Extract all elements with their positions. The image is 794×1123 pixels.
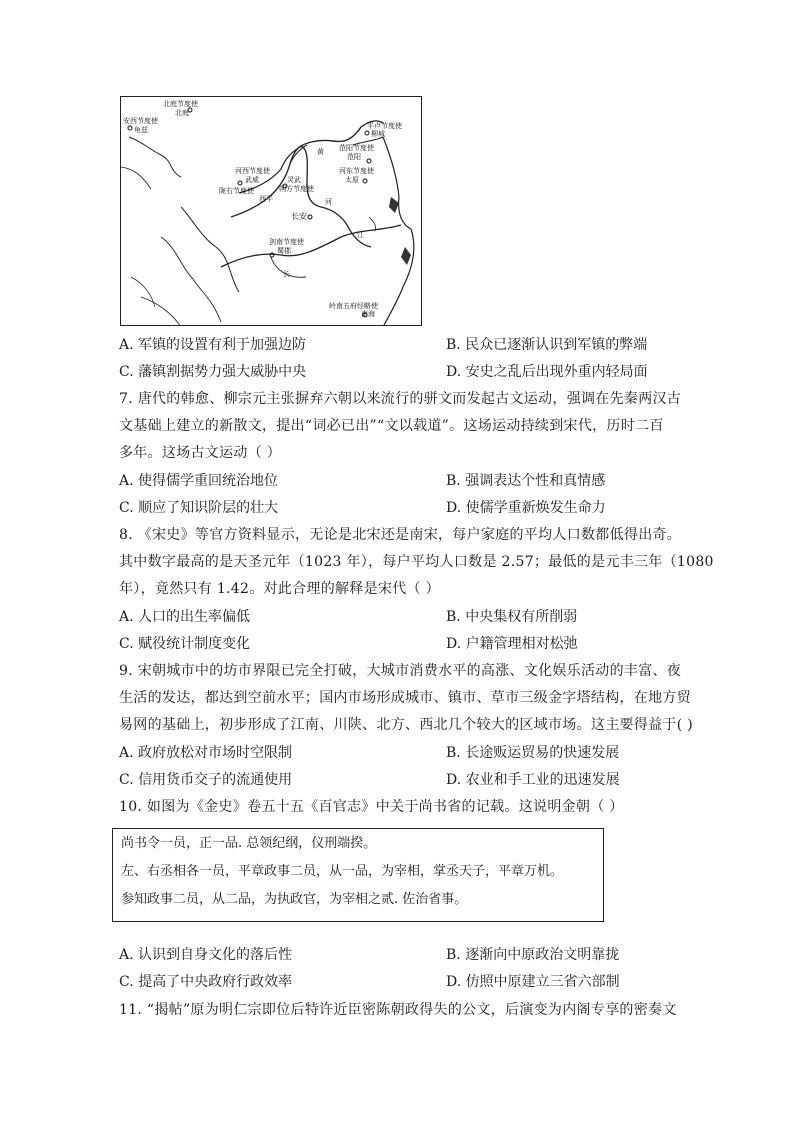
map-label: 平卢节度使 [367, 122, 402, 130]
q9-option-d[interactable]: D. 农业和手工业的迅速发展 [446, 772, 620, 788]
map-label: 河 [325, 198, 332, 206]
q8-option-d[interactable]: D. 户籍管理相对松弛 [446, 636, 578, 652]
q8-option-b[interactable]: B. 中央集权有所削弱 [446, 609, 578, 625]
q10-source-line: 左、右丞相各一员，平章政事二员，从一品，为宰相，掌丞天子，平章万机。 [121, 864, 564, 879]
map-label: 岭南五府经略使 [329, 302, 378, 310]
map-label: 朔方节度使 [279, 185, 314, 193]
q7-stem-line: 7. 唐代的韩愈、柳宗元主张摒弃六朝以来流行的骈文而发起古文运动，强调在先秦两汉古 [119, 391, 682, 407]
q8-option-a[interactable]: A. 人口的出生率偏低 [119, 609, 251, 625]
q7-stem-line: 文基础上建立的新散文，提出“词必已出”“文以载道”。这场运动持续到宋代，历时二百 [119, 418, 664, 434]
q10-source-line: 尚书令一员，正一品. 总领纪纲，仪刑端揆。 [121, 836, 377, 851]
q9-option-b[interactable]: B. 长途贩运贸易的快速发展 [446, 745, 620, 761]
q11-stem-line: 11. “揭帖”原为明仁宗即位后特许近臣密陈朝政得失的公文，后演变为内阁专享的密奏文 [119, 1002, 677, 1018]
q7-option-d[interactable]: D. 使儒学重新焕发生命力 [446, 500, 606, 516]
map-label: 太原 [345, 176, 359, 184]
map-label: 范阳 [347, 153, 361, 161]
q10-option-b[interactable]: B. 逐渐向中原政治文明靠拢 [446, 947, 620, 963]
map-label: 北庭 [175, 109, 189, 117]
q10-source-box [112, 828, 604, 922]
q10-option-c[interactable]: C. 提高了中央政府行政效率 [119, 974, 293, 990]
q9-stem-line: 易网的基础上，初步形成了江南、川陕、北方、西北几个较大的区域市场。这主要得益于( ) [119, 717, 693, 733]
q10-option-a[interactable]: A. 认识到自身文化的落后性 [119, 947, 293, 963]
map-label: 河东节度使 [339, 167, 374, 175]
q6-option-d[interactable]: D. 安史之乱后出现外重内轻局面 [446, 364, 648, 380]
tang-military-governors-map [120, 96, 422, 326]
map-label: 北庭节度使 [163, 100, 198, 108]
q8-option-c[interactable]: C. 赋役统计制度变化 [119, 636, 251, 652]
map-label: 西平 [259, 195, 273, 203]
q10-stem-line: 10. 如图为《金史》卷五十五《百官志》中关于尚书省的记载。这说明金朝（ ） [119, 799, 624, 815]
q7-option-a[interactable]: A. 使得儒学重回统治地位 [119, 473, 279, 489]
q8-stem-line: 8. 《宋史》等官方资料显示，无论是北宋还是南宋，每户家庭的平均人口数都低得出奇。 [119, 527, 682, 543]
q6-option-c[interactable]: C. 藩镇割据势力强大威胁中央 [119, 364, 307, 380]
q6-option-b[interactable]: B. 民众已逐渐认识到军镇的弊端 [446, 337, 648, 353]
q7-option-c[interactable]: C. 顺应了知识阶层的壮大 [119, 500, 279, 516]
q10-source-line: 参知政事二员，从二品，为执政官，为宰相之贰. 佐治省事。 [121, 892, 468, 907]
map-label: 江 [357, 231, 364, 239]
map-label: 安西节度使 [123, 117, 158, 125]
q9-stem-line: 9. 宋朝城市中的坊市界限已完全打破，大城市消费水平的高涨、文化娱乐活动的丰富、夜 [119, 663, 682, 679]
q9-stem-line: 生活的发达，都达到空前水平；国内市场形成城市、镇市、草市三级金字塔结构，在地方贸 [119, 690, 691, 706]
map-label: 龟兹 [134, 126, 148, 134]
q8-stem-line: 其中数字最高的是天圣元年（1023 年），每户平均人口数是 2.57；最低的是元丰三年（1080 [119, 554, 714, 570]
map-label: 武威 [245, 176, 259, 184]
q7-option-b[interactable]: B. 强调表达个性和真情感 [446, 473, 606, 489]
map-label: 范阳节度使 [339, 144, 374, 152]
map-label: 剑南节度使 [269, 238, 304, 246]
map-label: 长 [283, 270, 290, 278]
q6-option-a[interactable]: A. 军镇的设置有利于加强边防 [119, 337, 307, 353]
q7-stem-line: 多年。这场古文运动（ ） [119, 445, 282, 461]
map-label: 黄 [317, 148, 324, 156]
map-label: 灵武 [287, 176, 301, 184]
map-label: 陇右节度使 [219, 187, 254, 195]
q10-option-d[interactable]: D. 仿照中原建立三省六部制 [446, 974, 620, 990]
q9-option-a[interactable]: A. 政府放松对市场时空限制 [119, 745, 293, 761]
map-label: 柳城 [371, 130, 385, 138]
map-label: 蜀郡 [277, 247, 291, 255]
q9-option-c[interactable]: C. 信用货币交子的流通使用 [119, 772, 293, 788]
map-label: 南海 [361, 310, 375, 318]
q8-stem-line: 年），竟然只有 1.42。对此合理的解释是宋代（ ） [119, 581, 440, 597]
map-label: 河西节度使 [235, 167, 270, 175]
map-label: 长安 [291, 212, 307, 221]
